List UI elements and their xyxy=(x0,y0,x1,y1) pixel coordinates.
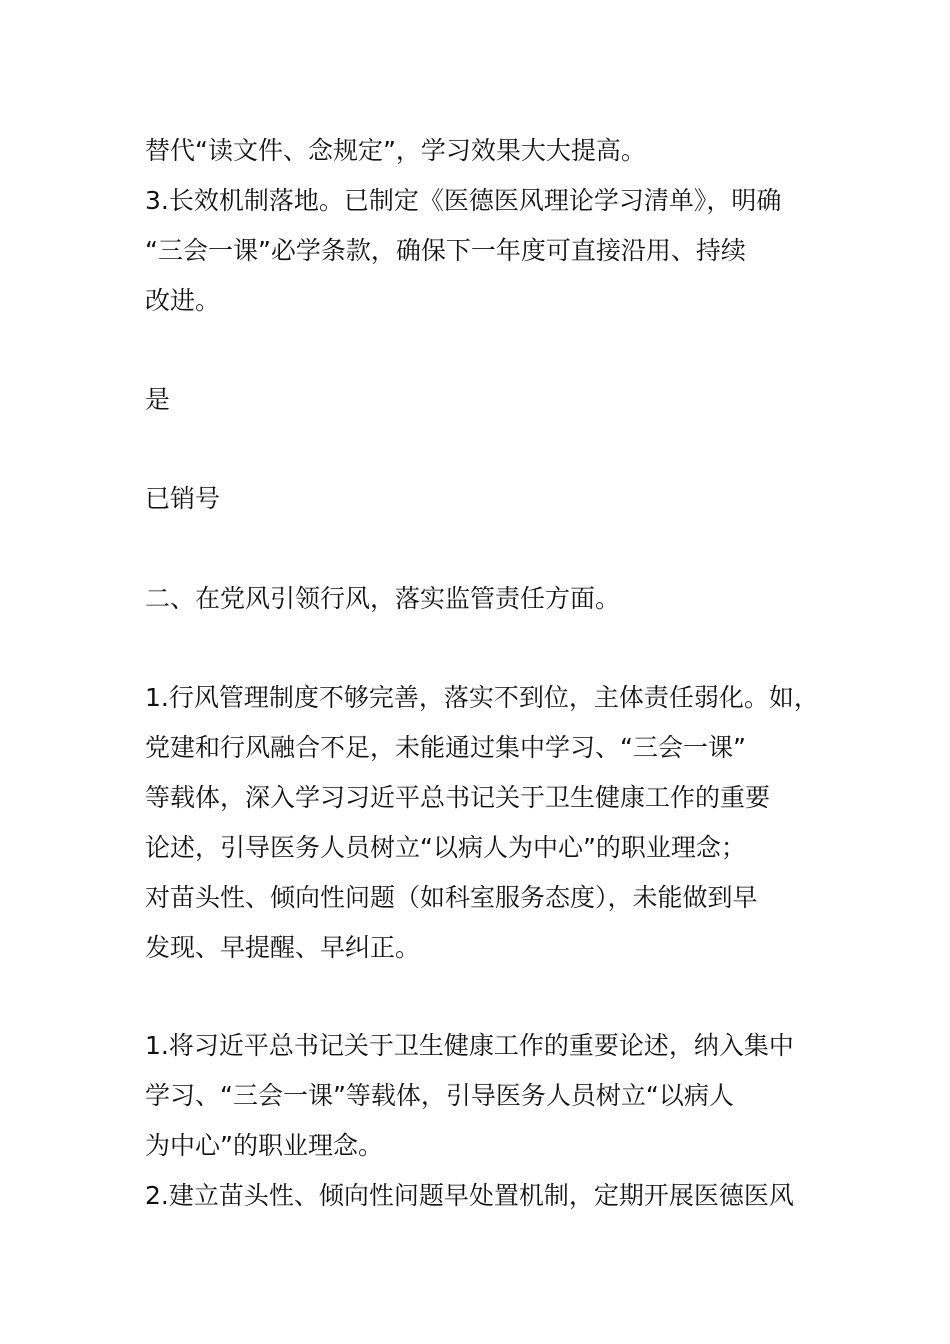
text-line: 二、在党风引领行风，落实监管责任方面。 xyxy=(145,584,621,613)
text-line: 是 xyxy=(145,385,171,414)
text-line: 为中心”的职业理念。 xyxy=(145,1131,383,1160)
text-line: 已销号 xyxy=(145,484,221,513)
section-heading-2 xyxy=(145,574,835,624)
text-line: 2.建立苗头性、倾向性问题早处置机制，定期开展医德医风 xyxy=(145,1181,794,1210)
paragraph-effect-continuation xyxy=(145,126,835,326)
text-line: 3.长效机制落地。已制定《医德医风理论学习清单》，明确 xyxy=(145,186,782,215)
text-line: 替代“读文件、念规定”，学习效果大大提高。 xyxy=(145,136,646,165)
text-line: “三会一课”必学条款，确保下一年度可直接沿用、持续 xyxy=(145,236,746,265)
text-line: 党建和行风融合不足，未能通过集中学习、“三会一课” xyxy=(145,733,746,762)
paragraph-measures xyxy=(145,1021,835,1221)
text-line: 学习、“三会一课”等载体，引导医务人员树立“以病人 xyxy=(145,1081,734,1110)
text-line: 对苗头性、倾向性问题（如科室服务态度），未能做到早 xyxy=(145,883,758,912)
text-line: 1.行风管理制度不够完善，落实不到位，主体责任弱化。如， xyxy=(145,683,819,712)
text-line: 等载体，深入学习习近平总书记关于卫生健康工作的重要 xyxy=(145,783,771,812)
paragraph-yes xyxy=(145,375,835,425)
paragraph-problem-1 xyxy=(145,673,835,973)
text-line: 改进。 xyxy=(145,286,221,315)
paragraph-closed xyxy=(145,474,835,524)
text-line: 发现、早提醒、早纠正。 xyxy=(145,933,421,962)
text-line: 论述，引导医务人员树立“以病人为中心”的职业理念； xyxy=(145,833,746,862)
text-line: 1.将习近平总书记关于卫生健康工作的重要论述，纳入集中 xyxy=(145,1031,794,1060)
